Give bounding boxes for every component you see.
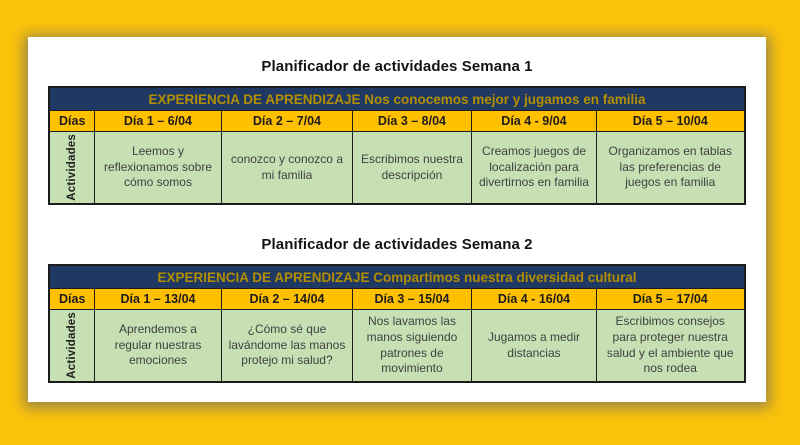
day-header-cell: Día 1 – 6/04 bbox=[94, 111, 221, 132]
week-2-experience-row bbox=[49, 265, 744, 289]
day-header-cell: Día 4 - 9/04 bbox=[471, 111, 596, 132]
day-header-cell: Día 4 - 16/04 bbox=[471, 289, 596, 310]
days-label-cell: Días bbox=[49, 111, 94, 132]
activity-cell: ¿Cómo sé que lavándome las manos protejo mi salud? bbox=[221, 310, 352, 383]
week-2-section bbox=[28, 205, 766, 383]
day-header-cell: Día 1 – 13/04 bbox=[94, 289, 221, 310]
activity-cell: Aprendemos a regular nuestras emociones bbox=[94, 310, 221, 383]
activity-cell: Jugamos a medir distancias bbox=[471, 310, 596, 383]
days-label-cell: Días bbox=[49, 289, 94, 310]
week-1-section bbox=[28, 37, 766, 205]
activity-cell: Organizamos en tablas las preferencias de juegos en familia bbox=[596, 132, 744, 205]
activity-cell: Nos lavamos las manos siguiendo patrones de movimiento bbox=[352, 310, 471, 383]
week-1-title: Planificador de actividades Semana 1 bbox=[261, 58, 533, 75]
day-header-cell: Día 5 – 10/04 bbox=[596, 111, 744, 132]
experience-header: EXPERIENCIA DE APRENDIZAJE Compartimos nuestra diversidad cultural bbox=[49, 265, 744, 289]
activity-cell: conozco y conozco a mi familia bbox=[221, 132, 352, 205]
week-2-table bbox=[48, 264, 745, 383]
day-header-cell: Día 2 – 14/04 bbox=[221, 289, 352, 310]
week-1-day-row bbox=[49, 111, 744, 132]
activities-rotated-label: Actividades bbox=[65, 134, 78, 201]
activities-label-cell bbox=[49, 132, 94, 205]
day-header-cell: Día 2 – 7/04 bbox=[221, 111, 352, 132]
week-1-table bbox=[48, 86, 745, 205]
week-1-activities-row bbox=[49, 132, 744, 205]
experience-header: EXPERIENCIA DE APRENDIZAJE Nos conocemos mejor y jugamos en familia bbox=[49, 87, 744, 111]
planner-card bbox=[28, 37, 766, 402]
activity-cell: Escribimos nuestra descripción bbox=[352, 132, 471, 205]
week-2-title: Planificador de actividades Semana 2 bbox=[261, 236, 533, 253]
week-2-day-row bbox=[49, 289, 744, 310]
activity-cell: Escribimos consejos para proteger nuestra salud y el ambiente que nos rodea bbox=[596, 310, 744, 383]
activities-label-cell bbox=[49, 310, 94, 383]
activity-cell: Leemos y reflexionamos sobre cómo somos bbox=[94, 132, 221, 205]
activity-cell: Creamos juegos de localización para divertirnos en familia bbox=[471, 132, 596, 205]
day-header-cell: Día 3 – 15/04 bbox=[352, 289, 471, 310]
week-1-experience-row bbox=[49, 87, 744, 111]
activities-rotated-label: Actividades bbox=[65, 312, 78, 379]
day-header-cell: Día 3 – 8/04 bbox=[352, 111, 471, 132]
week-2-activities-row bbox=[49, 310, 744, 383]
day-header-cell: Día 5 – 17/04 bbox=[596, 289, 744, 310]
